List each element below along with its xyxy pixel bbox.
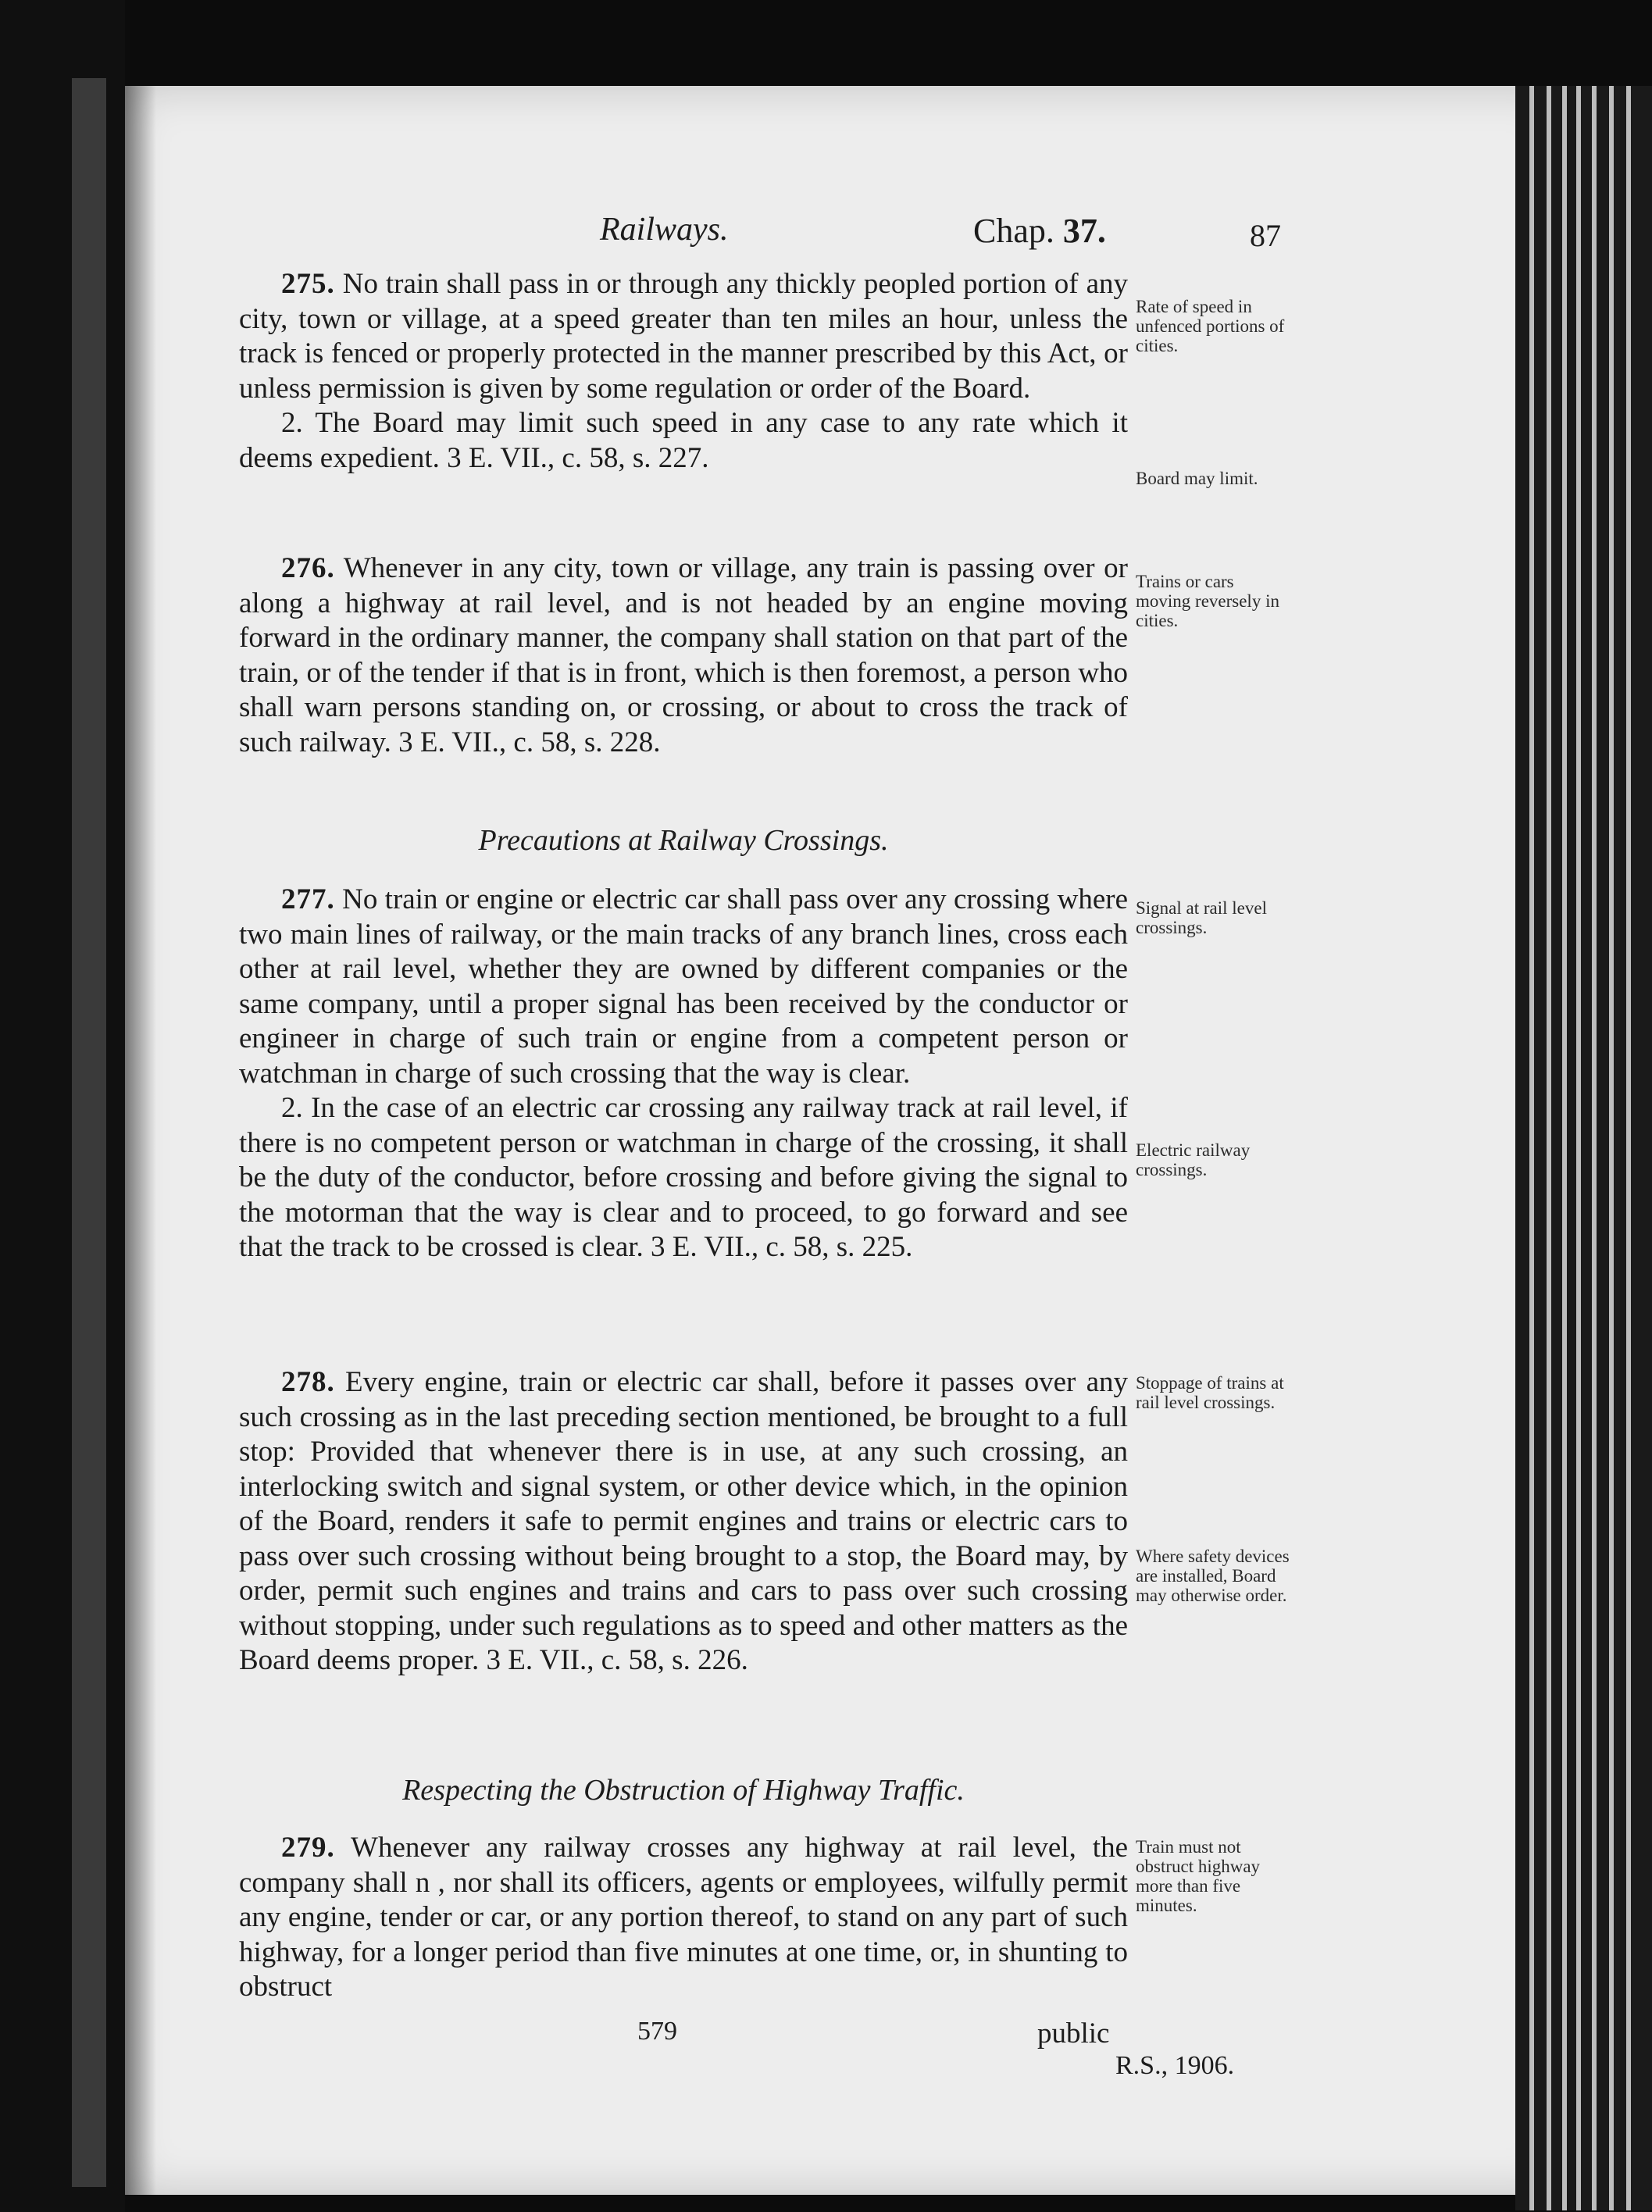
paragraph: 276. Whenever in any city, town or village, any train is passing over or along a highway at rail level, and is not headed by an engine moving forward in the ordinary manner, the company shall station on that part of the train, or of the tender if that is in front, which is then foremost, a person who shall warn persons standing on, or crossing, or about to cross the track of such railway. 3 E. VII., c. 58, s. 228. [239, 552, 1128, 758]
catchword: public [1037, 2018, 1110, 2050]
paragraph: 279. Whenever any railway crosses any highway at rail level, the company shall n , nor shall its officers, agents or employees, wilfully permit any engine, tender or car, or any portion thereof, to stand on any part of such highway, for a longer period than five minutes at one time, or, in shunting to obstruct [239, 1832, 1128, 2003]
section-278 [239, 1365, 1128, 1679]
section-number: 277. [281, 883, 335, 915]
section-276 [239, 551, 1128, 760]
page-fore-edge [1515, 86, 1652, 2210]
paragraph: 2. The Board may limit such speed in any case to any rate which it deems expedient. 3 E. VII., c. 58, s. 227. [239, 407, 1128, 474]
margin-note: Rate of speed in unfenced portions of cities. [1136, 297, 1285, 355]
volume-mark: R.S., 1906. [1115, 2051, 1235, 2080]
book-binding [0, 0, 125, 2212]
gutter-shadow [125, 86, 156, 2195]
section-number: 278. [281, 1366, 335, 1398]
margin-note: Board may limit. [1136, 469, 1258, 488]
running-title: Railways. [600, 212, 729, 248]
previous-page-edge [72, 78, 106, 2187]
paragraph: 277. No train or engine or electric car shall pass over any crossing where two main lines of railway, or the main tracks of any branch lines, cross each other at rail level, whether they are owned by different companies or the same company, until a proper signal has been received by the conductor or engineer in charge of such train or engine from a competent person or watchman in charge of such crossing that the way is clear. [239, 883, 1128, 1090]
signature-mark: 579 [637, 2017, 677, 2046]
margin-note: Signal at rail level crossings. [1136, 898, 1267, 937]
section-275 [239, 267, 1128, 476]
chapter-label: Chap. 37. [973, 212, 1106, 250]
paragraph: 275. No train shall pass in or through any thickly peopled portion of any city, town or village, at a speed greater than ten miles an hour, unless the track is fenced or properly protected in the manner prescribed by this Act, or unless permission is given by some regulation or order of the Board. [239, 268, 1129, 405]
section-number: 276. [281, 552, 335, 584]
section-number: 279. [281, 1832, 335, 1864]
margin-note: Trains or cars moving reversely in cities. [1136, 572, 1279, 630]
paragraph: 2. In the case of an electric car crossing any railway track at rail level, if there is no competent person or watchman in charge of the crossing, it shall be the duty of the conductor, before crossing and before giving the signal to the motorman that the way is clear and to proceed, to go forward and see that the track to be crossed is clear. 3 E. VII., c. 58, s. 225. [239, 1092, 1128, 1263]
chapter-number: 37. [1062, 212, 1106, 250]
margin-note: Train must not obstruct highway more than five minutes. [1136, 1837, 1261, 1915]
paragraph: 278. Every engine, train or electric car shall, before it passes over any such crossing as in the last preceding section mentioned, be brought to a full stop: Provided that whenever there is in use, at any such crossing, an interlocking switch and signal system, or other device which, in the opinion of the Board, renders it safe to permit engines and trains or electric cars to pass over such crossing without being brought to a stop, the Board may, by order, permit such engines and trains and cars to pass over such crossing without stopping, under such regulations as to speed and other matters as the Board deems proper. 3 E. VII., c. 58, s. 226. [239, 1366, 1129, 1676]
section-277 [239, 883, 1128, 1265]
page-number: 87 [1250, 218, 1281, 253]
margin-note: Where safety devices are installed, Board may otherwise order. [1136, 1547, 1290, 1605]
running-header [0, 211, 1652, 258]
section-number: 275. [281, 268, 335, 300]
margin-note: Electric railway crossings. [1136, 1140, 1251, 1179]
section-heading: Precautions at Railway Crossings. [478, 824, 889, 857]
margin-note: Stoppage of trains at rail level crossings. [1136, 1373, 1284, 1412]
section-heading: Respecting the Obstruction of Highway Traffic. [402, 1774, 965, 1807]
section-279 [239, 1831, 1128, 2005]
